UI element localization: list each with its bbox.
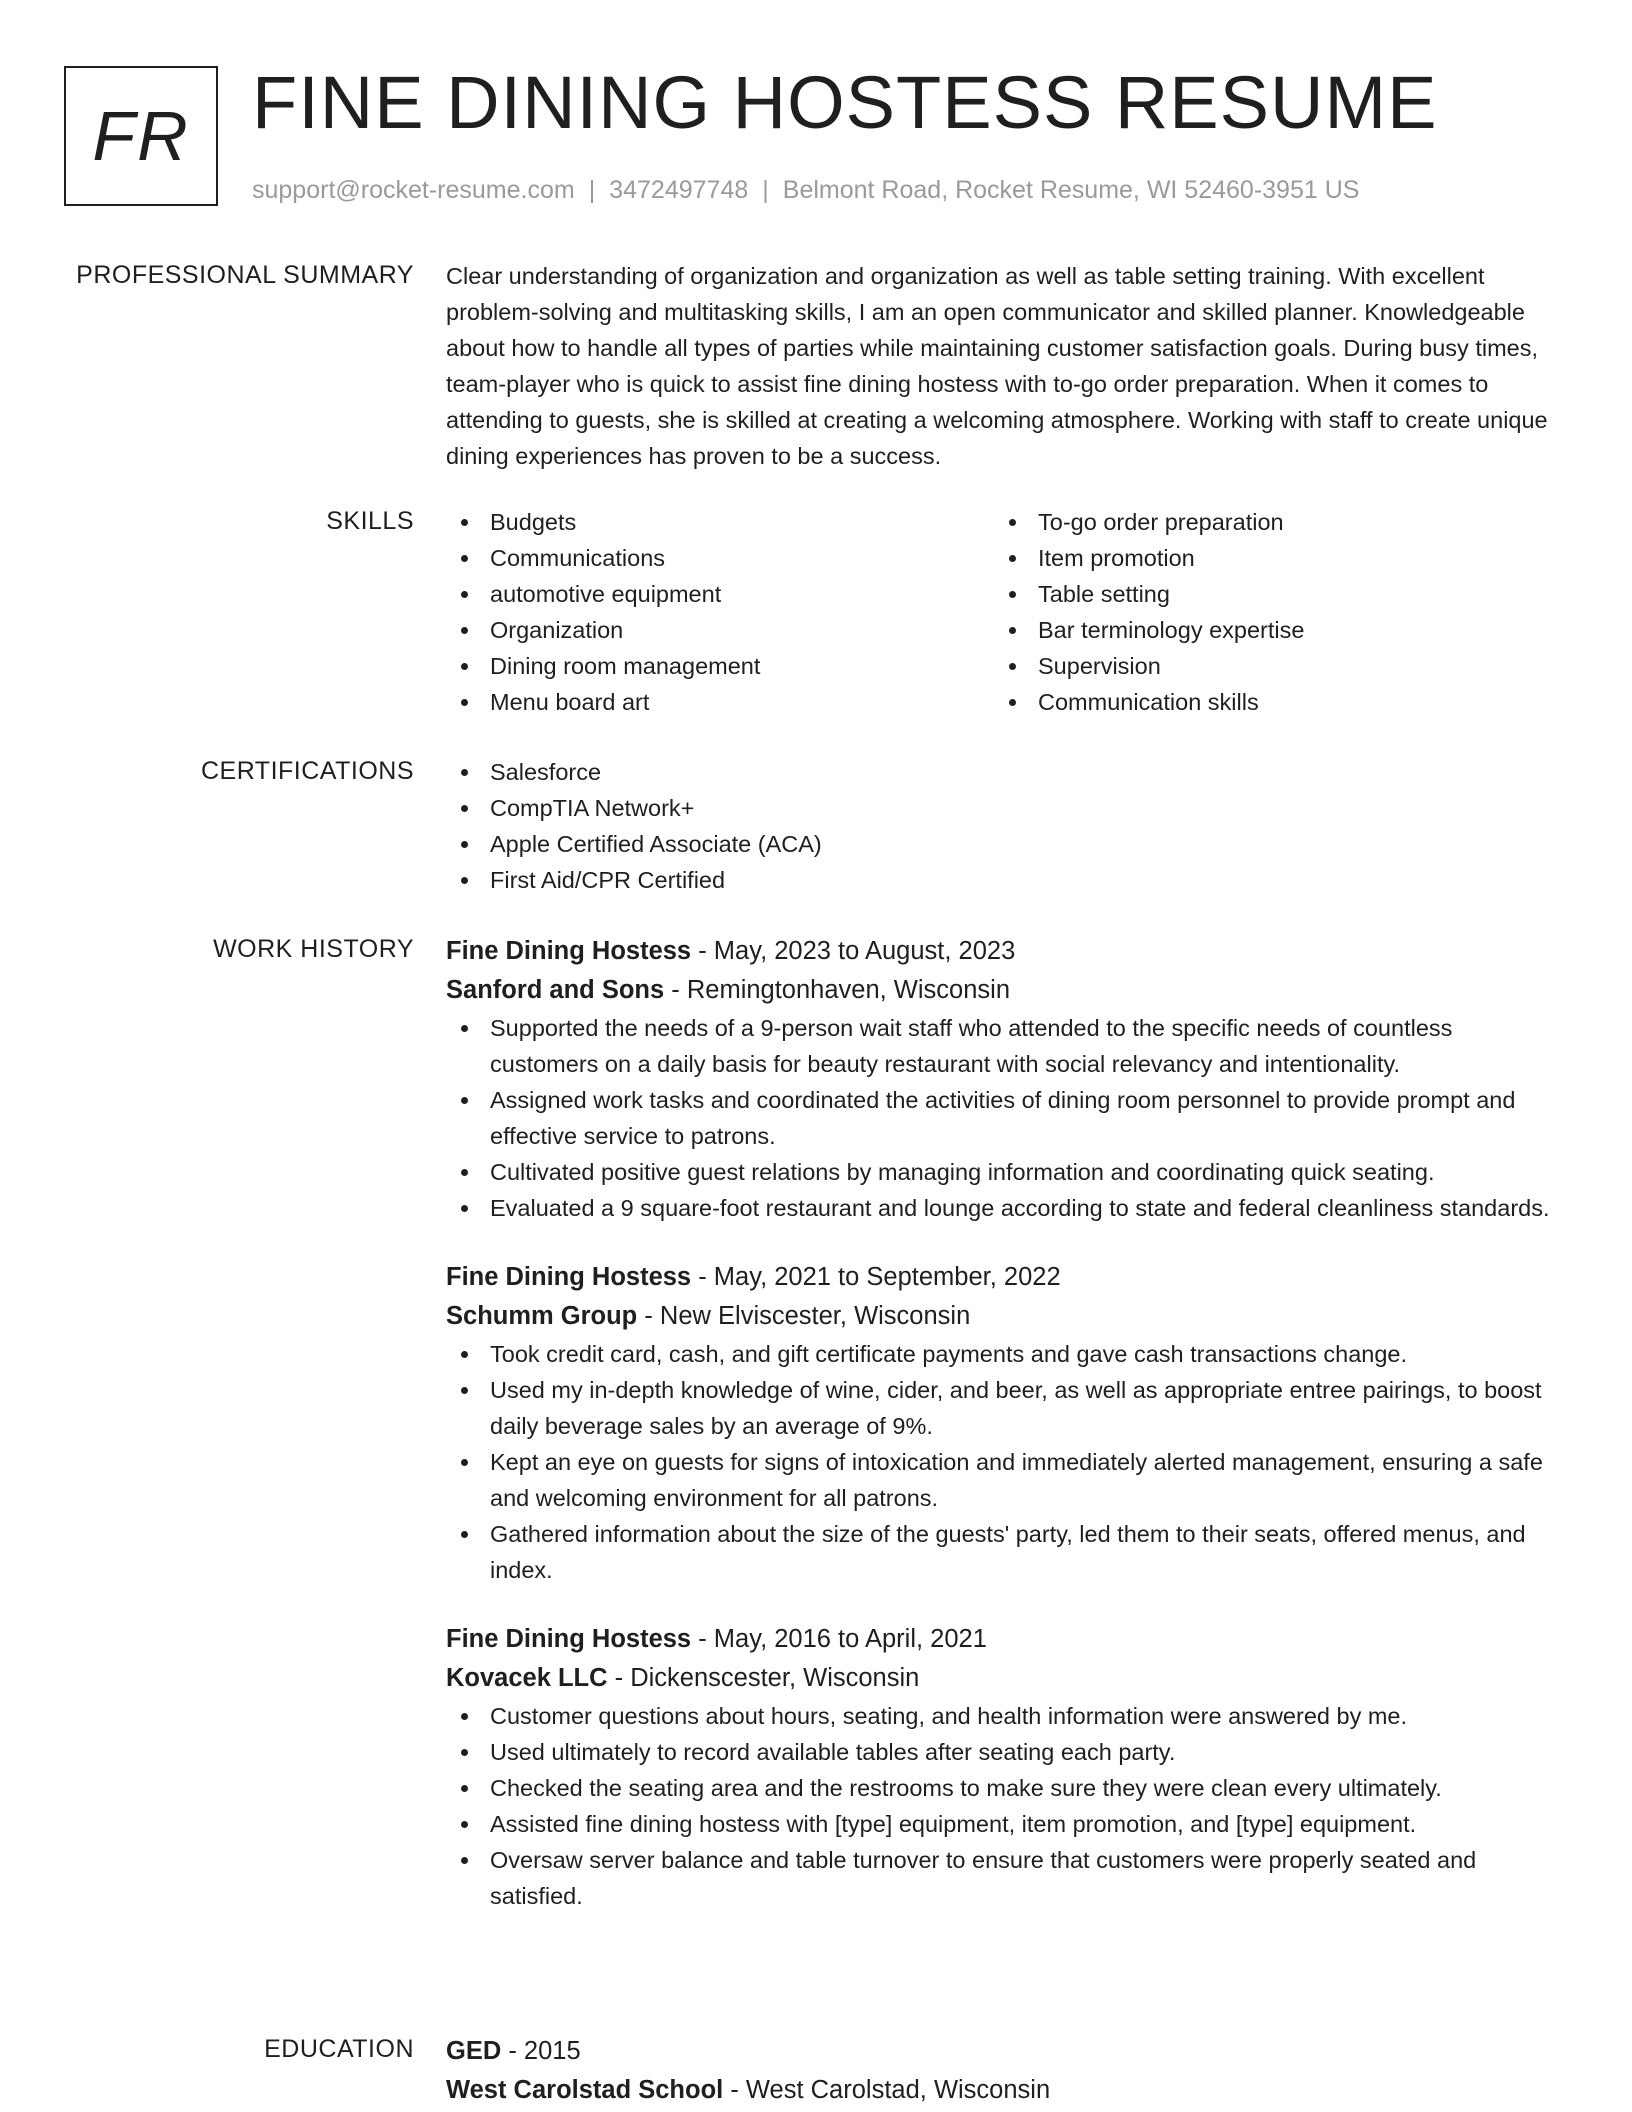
job-duty: Assisted fine dining hostess with [type] equipment, item promotion, and [type] equipment. bbox=[446, 1806, 1556, 1842]
job-duty: Used my in-depth knowledge of wine, cider, and beer, as well as appropriate entree pairings, to boost daily beverage sales by an average of 9%. bbox=[446, 1372, 1556, 1444]
job-dates: - May, 2016 to April, 2021 bbox=[691, 1625, 987, 1653]
job-duty: Checked the seating area and the restrooms to make sure they were clean every ultimately. bbox=[446, 1770, 1556, 1806]
job-duty: Customer questions about hours, seating, and health information were answered by me. bbox=[446, 1698, 1556, 1734]
skills-heading: SKILLS bbox=[326, 507, 414, 535]
job-company-line bbox=[446, 1297, 1556, 1336]
skill-item: Item promotion bbox=[994, 540, 1542, 576]
education-heading: EDUCATION bbox=[264, 2035, 414, 2063]
job-company: Schumm Group bbox=[446, 1302, 638, 1330]
skill-item: Supervision bbox=[994, 648, 1542, 684]
education-school: West Carolstad School bbox=[446, 2076, 724, 2104]
skill-item: automotive equipment bbox=[446, 576, 994, 612]
job-dates: - May, 2021 to September, 2022 bbox=[691, 1263, 1061, 1291]
summary-heading: PROFESSIONAL SUMMARY bbox=[76, 261, 414, 289]
job-entry bbox=[446, 1258, 1556, 1588]
resume-title: FINE DINING HOSTESS RESUME bbox=[252, 61, 1438, 144]
job-duties-list bbox=[446, 1698, 1556, 1914]
job-company: Sanford and Sons bbox=[446, 976, 665, 1004]
job-duty: Assigned work tasks and coordinated the activities of dining room personnel to provide prompt and effective service to patrons. bbox=[446, 1082, 1556, 1154]
job-location: - New Elviscester, Wisconsin bbox=[637, 1302, 971, 1330]
job-company-line bbox=[446, 1659, 1556, 1698]
job-company-line bbox=[446, 971, 1556, 1010]
job-location: - Dickenscester, Wisconsin bbox=[607, 1664, 920, 1692]
contact-separator: | bbox=[588, 176, 596, 204]
job-duties-list bbox=[446, 1336, 1556, 1588]
contact-email: support@rocket-resume.com bbox=[252, 176, 575, 204]
skill-item: Bar terminology expertise bbox=[994, 612, 1542, 648]
job-duty: Gathered information about the size of the guests' party, led them to their seats, offered menus, and index. bbox=[446, 1516, 1556, 1588]
skill-item: Menu board art bbox=[446, 684, 994, 720]
skill-item: Dining room management bbox=[446, 648, 994, 684]
job-title: Fine Dining Hostess bbox=[446, 1263, 692, 1291]
work-history-heading: WORK HISTORY bbox=[213, 935, 414, 963]
job-duty: Oversaw server balance and table turnover to ensure that customers were properly seated and satisfied. bbox=[446, 1842, 1556, 1914]
certification-item: Apple Certified Associate (ACA) bbox=[446, 826, 1556, 862]
job-title: Fine Dining Hostess bbox=[446, 937, 692, 965]
job-duty: Cultivated positive guest relations by managing information and coordinating quick seating. bbox=[446, 1154, 1556, 1190]
education-body bbox=[446, 2032, 1556, 2110]
work-history-body bbox=[446, 932, 1556, 1946]
job-title-line bbox=[446, 1258, 1556, 1297]
certifications-body bbox=[446, 754, 1556, 898]
job-title-line bbox=[446, 1620, 1556, 1659]
skill-item: Budgets bbox=[446, 504, 994, 540]
skill-item: Organization bbox=[446, 612, 994, 648]
skills-list-left bbox=[446, 504, 994, 720]
certifications-heading: CERTIFICATIONS bbox=[200, 757, 414, 785]
job-duty: Took credit card, cash, and gift certificate payments and gave cash transactions change. bbox=[446, 1336, 1556, 1372]
job-entry bbox=[446, 1620, 1556, 1914]
job-dates: - May, 2023 to August, 2023 bbox=[691, 937, 1016, 965]
contact-line bbox=[252, 174, 1359, 206]
job-duty: Kept an eye on guests for signs of intoxication and immediately alerted management, ensuring a safe and welcoming environment for all patrons. bbox=[446, 1444, 1556, 1516]
job-duty: Supported the needs of a 9-person wait staff who attended to the specific needs of countless customers on a daily basis for beauty restaurant with social relevancy and intentionality. bbox=[446, 1010, 1556, 1082]
contact-separator: | bbox=[762, 176, 769, 204]
skill-item: Communication skills bbox=[994, 684, 1542, 720]
education-year: - 2015 bbox=[501, 2037, 581, 2065]
certification-item: Salesforce bbox=[446, 754, 1556, 790]
certifications-list bbox=[446, 754, 1556, 898]
job-entry bbox=[446, 932, 1556, 1226]
certification-item: CompTIA Network+ bbox=[446, 790, 1556, 826]
certification-item: First Aid/CPR Certified bbox=[446, 862, 1556, 898]
skills-columns bbox=[446, 504, 1556, 720]
education-degree: GED bbox=[446, 2037, 502, 2065]
job-duty: Evaluated a 9 square-foot restaurant and lounge according to state and federal cleanliness standards. bbox=[446, 1190, 1556, 1226]
job-company: Kovacek LLC bbox=[446, 1664, 608, 1692]
contact-address: Belmont Road, Rocket Resume, WI 52460-3951 US bbox=[782, 176, 1360, 204]
skill-item: Communications bbox=[446, 540, 994, 576]
skill-item: Table setting bbox=[994, 576, 1542, 612]
job-duty: Used ultimately to record available tables after seating each party. bbox=[446, 1734, 1556, 1770]
job-title: Fine Dining Hostess bbox=[446, 1625, 692, 1653]
education-school-line bbox=[446, 2071, 1556, 2110]
monogram-logo: FR bbox=[64, 66, 218, 206]
education-location: - West Carolstad, Wisconsin bbox=[723, 2076, 1051, 2104]
job-duties-list bbox=[446, 1010, 1556, 1226]
job-title-line bbox=[446, 932, 1556, 971]
job-location: - Remingtonhaven, Wisconsin bbox=[664, 976, 1011, 1004]
contact-phone: 3472497748 bbox=[609, 176, 749, 204]
skills-list-right bbox=[994, 504, 1542, 720]
skill-item: To-go order preparation bbox=[994, 504, 1542, 540]
education-degree-line bbox=[446, 2032, 1556, 2071]
summary-text: Clear understanding of organization and organization as well as table setting training. With excellent problem-solving and multitasking skills, I am an open communicator and skilled planner. Knowledgeable about how to handle all types of parties while maintaining customer satisfaction goals. During busy times, team-player who is quick to assist fine dining hostess with to-go order preparation. When it comes to attending to guests, she is skilled at creating a welcoming atmosphere. Working with staff to create unique dining experiences has proven to be a success. bbox=[446, 263, 1548, 469]
